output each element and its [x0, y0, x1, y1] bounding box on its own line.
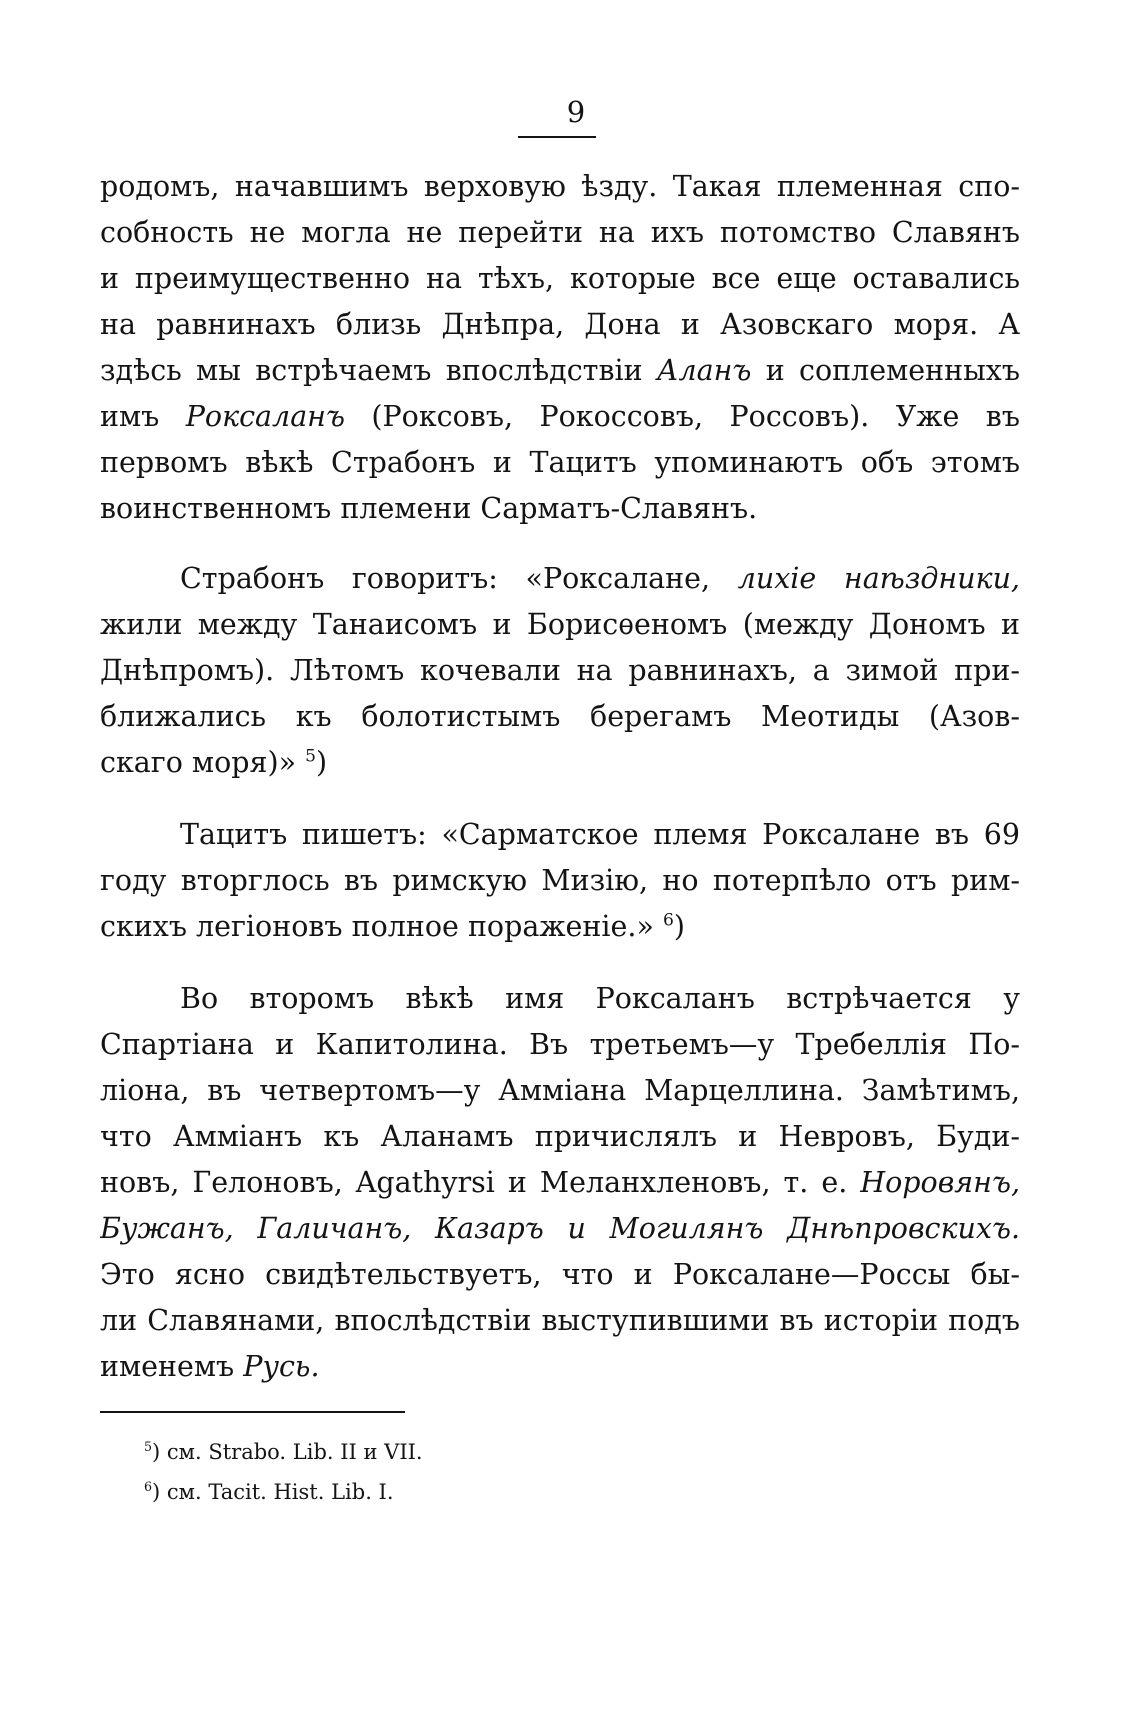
text-line — [100, 1298, 1020, 1344]
footnote-6 — [144, 1472, 423, 1512]
text-line — [100, 1206, 1020, 1252]
italic-name-rus: Русь. — [243, 1350, 320, 1383]
text-line — [100, 394, 1020, 440]
text-run: ) — [673, 910, 685, 943]
footnote-text: ) см. Strabo. Lib. II и VII. — [152, 1440, 423, 1464]
footnote-ref-5[interactable]: 5 — [305, 746, 316, 767]
text-line — [100, 740, 1020, 786]
text-run: скаго моря)» — [100, 746, 306, 779]
text-run: что Амміанъ къ Аланамъ причислялъ и Невровъ, Буди- — [100, 1120, 1020, 1153]
italic-name-roxalans: Роксаланъ — [185, 400, 345, 433]
text-line — [100, 858, 1020, 904]
paragraph-1 — [100, 164, 1020, 532]
text-line — [100, 302, 1020, 348]
text-run: жили между Танаисомъ и Борисѳеномъ (между Дономъ и — [100, 608, 1020, 641]
text-run: Страбонъ говоритъ: «Роксалане, — [180, 562, 738, 595]
text-run: ) — [315, 746, 328, 779]
text-line — [100, 210, 1020, 256]
text-run: Тацитъ пишетъ: «Сарматское племя Роксалане въ 69 — [180, 818, 1020, 851]
text-line — [100, 1068, 1020, 1114]
text-line — [100, 348, 1020, 394]
text-line — [100, 976, 1020, 1022]
text-run: скихъ легіоновъ полное пораженіе.» — [100, 910, 663, 943]
text-line — [100, 1160, 1020, 1206]
footnote-marker: 5 — [144, 1439, 153, 1454]
text-run: на равнинахъ близь Днѣпра, Дона и Азовскаго моря. А — [100, 308, 1020, 341]
text-run: ближались къ болотистымъ берегамъ Меотиды (Азов- — [100, 700, 1020, 733]
text-run: и преимущественно на тѣхъ, которые все еще оставались — [100, 262, 1020, 295]
page-number: 9 — [566, 95, 586, 129]
text-line — [100, 556, 1020, 602]
text-line — [100, 486, 1020, 532]
text-run: именемъ — [100, 1350, 244, 1383]
text-run: (Роксовъ, Рокоссовъ, Россовъ). Уже въ — [344, 400, 1020, 433]
footnote-ref-6[interactable]: 6 — [662, 910, 674, 931]
footnote-text: ) см. Tacit. Hist. Lib. I. — [152, 1480, 394, 1504]
text-run: имъ — [100, 400, 186, 433]
text-run: родомъ, начавшимъ верховую ѣзду. Такая племенная спо- — [100, 170, 1020, 203]
text-line — [100, 256, 1020, 302]
text-line — [100, 694, 1020, 740]
italic-name: Норовянъ, — [860, 1166, 1020, 1199]
text-run: ли Славянами, впослѣдствіи выступившими въ исторіи подъ — [100, 1304, 1020, 1337]
text-line — [100, 1114, 1020, 1160]
text-line — [100, 440, 1020, 486]
text-run: воинственномъ племени Сарматъ-Славянъ. — [100, 492, 758, 525]
text-run: собность не могла не перейти на ихъ потомство Славянъ — [100, 216, 1020, 249]
text-run: году вторглось въ римскую Мизію, но потерпѣло отъ рим- — [100, 864, 1020, 897]
italic-name-alans: Аланъ — [656, 354, 752, 387]
text-line — [100, 602, 1020, 648]
footnote-5 — [144, 1432, 423, 1472]
text-line — [100, 1252, 1020, 1298]
footnote-rule — [100, 1411, 405, 1413]
text-run: Спартіана и Капитолина. Въ третьемъ—у Требеллія По- — [100, 1028, 1020, 1061]
text-run: Днѣпромъ). Лѣтомъ кочевали на равнинахъ, а зимой при- — [100, 654, 1020, 687]
text-run: Во второмъ вѣкѣ имя Роксаланъ встрѣчается у — [180, 982, 1020, 1015]
italic-tribes: Бужанъ, Галичанъ, Казаръ и Могилянъ Днѣпровскихъ. — [100, 1212, 1020, 1245]
paragraph-3 — [100, 812, 1020, 950]
paragraph-4 — [100, 976, 1020, 1390]
text-line — [100, 1022, 1020, 1068]
italic-phrase: лихіе наѣздники, — [737, 562, 1020, 595]
text-run: и соплеменныхъ — [751, 354, 1020, 387]
text-line — [100, 904, 1020, 950]
text-line — [100, 648, 1020, 694]
footnotes — [144, 1432, 423, 1512]
paragraph-2 — [100, 556, 1020, 786]
text-run: здѣсь мы встрѣчаемъ впослѣдствіи — [100, 354, 657, 387]
text-line — [100, 1344, 1020, 1390]
text-line — [100, 812, 1020, 858]
text-run: первомъ вѣкѣ Страбонъ и Тацитъ упоминаютъ объ этомъ — [100, 446, 1020, 479]
text-run: Это ясно свидѣтельствуетъ, что и Роксалане—Россы бы- — [100, 1258, 1020, 1291]
text-run: ліона, въ четвертомъ—у Амміана Марцеллина. Замѣтимъ, — [100, 1074, 1020, 1107]
page-number-rule — [518, 136, 596, 138]
text-line — [100, 164, 1020, 210]
text-run: новъ, Гелоновъ, Agathyrsi и Меланхленовъ, т. е. — [100, 1166, 861, 1199]
footnote-marker: 6 — [144, 1479, 153, 1494]
